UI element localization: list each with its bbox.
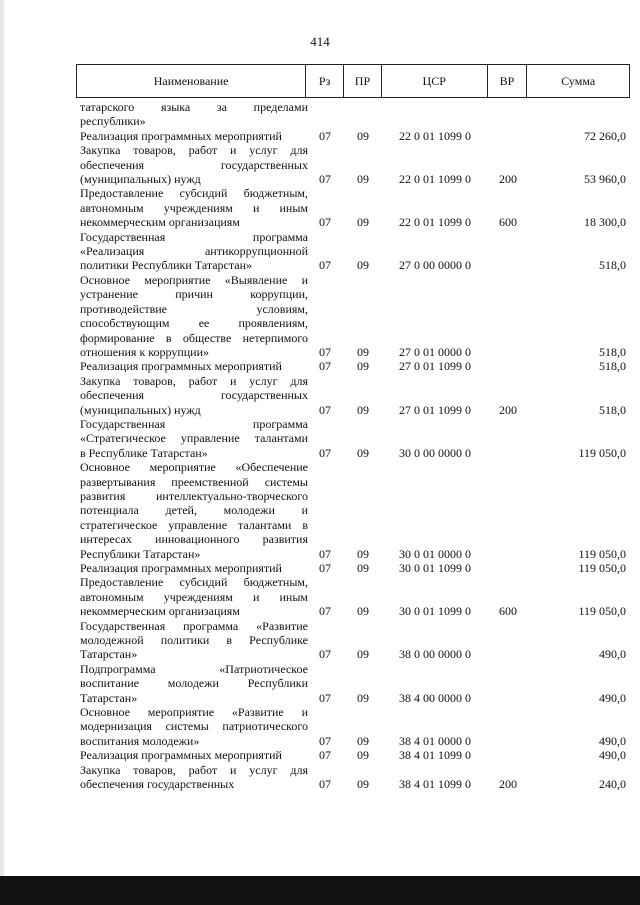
- cell-csr: 30 0 00 0000 0: [399, 445, 471, 460]
- cell-sum: 490,0: [599, 748, 626, 763]
- header-rz: Рз: [306, 65, 344, 97]
- row-name-line: Реализация программных мероприятий: [80, 359, 282, 374]
- cell-rz: 07: [319, 777, 331, 792]
- row-name-line: политики Республики Татарстан»: [80, 258, 253, 273]
- cell-csr: 22 0 01 1099 0: [399, 172, 471, 187]
- row-name-line: интересах инновационного развития: [80, 532, 308, 547]
- cell-pr: 09: [357, 777, 369, 792]
- table-row: [76, 143, 630, 186]
- cell-rz: 07: [319, 172, 331, 187]
- cell-csr: 38 4 00 0000 0: [399, 690, 471, 705]
- cell-sum: 18 300,0: [584, 215, 626, 230]
- row-name-line: воспитание молодежи Республики: [80, 676, 308, 691]
- row-name-line: молодежной политики в Республике: [80, 633, 308, 648]
- cell-pr: 09: [357, 172, 369, 187]
- cell-sum: 490,0: [599, 733, 626, 748]
- row-name-line: Государственная программа: [80, 229, 308, 244]
- row-name-line: Предоставление субсидий бюджетным,: [80, 575, 308, 590]
- header-vr: ВР: [488, 65, 528, 97]
- row-name-line: способствующим ее проявлениям,: [80, 316, 308, 331]
- cell-rz: 07: [319, 402, 331, 417]
- cell-csr: 38 4 01 0000 0: [399, 733, 471, 748]
- cell-rz: 07: [319, 647, 331, 662]
- cell-rz: 07: [319, 445, 331, 460]
- row-name-line: формирование в обществе нетерпимого: [80, 330, 308, 345]
- cell-csr: 27 0 01 1099 0: [399, 359, 471, 374]
- row-name-line: Государственная программа: [80, 416, 308, 431]
- table-row: [76, 230, 630, 273]
- row-name-line: обеспечения государственных: [80, 157, 308, 172]
- cell-rz: 07: [319, 344, 331, 359]
- cell-rz: 07: [319, 546, 331, 561]
- cell-sum: 240,0: [599, 777, 626, 792]
- row-name-line: Республики Татарстан»: [80, 546, 201, 561]
- cell-pr: 09: [357, 748, 369, 763]
- row-name-line: татарского языка за пределами: [80, 100, 308, 114]
- row-name-line: «Стратегическое управление талантами: [80, 431, 308, 446]
- table-row: [76, 662, 630, 705]
- cell-csr: 27 0 01 0000 0: [399, 344, 471, 359]
- table-row: [76, 460, 630, 561]
- cell-pr: 09: [357, 561, 369, 576]
- cell-pr: 09: [357, 359, 369, 374]
- cell-vr: 600: [499, 215, 517, 230]
- table-row: [76, 763, 630, 792]
- table-row: [76, 273, 630, 359]
- row-name-line: отношения к коррупции»: [80, 344, 210, 359]
- cell-rz: 07: [319, 561, 331, 576]
- cell-csr: 38 0 00 0000 0: [399, 647, 471, 662]
- row-name-line: в Республике Татарстан»: [80, 445, 208, 460]
- cell-csr: 22 0 01 1099 0: [399, 215, 471, 230]
- table-row: [76, 561, 630, 575]
- cell-sum: 119 050,0: [578, 604, 626, 619]
- cell-sum: 53 960,0: [584, 172, 626, 187]
- row-name-line: «Реализация антикоррупционной: [80, 244, 308, 259]
- table-body: [76, 100, 630, 792]
- cell-csr: 22 0 01 1099 0: [399, 128, 471, 143]
- row-name-line: (муниципальных) нужд: [80, 172, 201, 187]
- row-name-line: Реализация программных мероприятий: [80, 561, 282, 575]
- table-row: [76, 619, 630, 662]
- cell-pr: 09: [357, 546, 369, 561]
- row-name-line: развертывания преемственной системы: [80, 474, 308, 489]
- header-name: Наименование: [77, 65, 306, 97]
- row-name-line: Предоставление субсидий бюджетным,: [80, 186, 308, 201]
- cell-pr: 09: [357, 647, 369, 662]
- row-name-line: Подпрограмма «Патриотическое: [80, 661, 308, 676]
- row-name-line: Основное мероприятие «Выявление и: [80, 272, 308, 287]
- table-row: [76, 186, 630, 229]
- row-name-line: некоммерческим организациям: [80, 604, 240, 619]
- cell-pr: 09: [357, 445, 369, 460]
- table-row: [76, 575, 630, 618]
- cell-sum: 72 260,0: [584, 128, 626, 143]
- cell-pr: 09: [357, 215, 369, 230]
- table-row: [76, 705, 630, 748]
- cell-pr: 09: [357, 604, 369, 619]
- table-row: [76, 100, 630, 129]
- cell-pr: 09: [357, 402, 369, 417]
- cell-csr: 30 0 01 1099 0: [399, 561, 471, 576]
- header-pr: ПР: [344, 65, 382, 97]
- cell-pr: 09: [357, 258, 369, 273]
- cell-vr: 200: [499, 777, 517, 792]
- cell-csr: 27 0 00 0000 0: [399, 258, 471, 273]
- cell-rz: 07: [319, 604, 331, 619]
- cell-csr: 38 4 01 1099 0: [399, 748, 471, 763]
- cell-rz: 07: [319, 258, 331, 273]
- row-name-line: автономным учреждениям и иным: [80, 589, 308, 604]
- cell-sum: 518,0: [599, 402, 626, 417]
- cell-rz: 07: [319, 215, 331, 230]
- row-name-line: некоммерческим организациям: [80, 215, 240, 230]
- row-name-line: противодействие условиям,: [80, 301, 308, 316]
- cell-vr: 200: [499, 402, 517, 417]
- row-name-line: воспитания молодежи»: [80, 733, 200, 748]
- row-name-line: Татарстан»: [80, 647, 138, 662]
- row-name-line: республики»: [80, 114, 146, 129]
- row-name-line: развития интеллектуально-творческого: [80, 488, 308, 503]
- scan-bottom-border: [0, 876, 640, 905]
- row-name-line: Закупка товаров, работ и услуг для: [80, 373, 308, 388]
- cell-pr: 09: [357, 128, 369, 143]
- page-number: 414: [310, 34, 330, 49]
- cell-sum: 119 050,0: [578, 546, 626, 561]
- row-name-line: Государственная программа «Развитие: [80, 618, 308, 633]
- row-name-line: (муниципальных) нужд: [80, 402, 201, 417]
- header-sum: Сумма: [561, 73, 596, 88]
- row-name-line: устранение причин коррупции,: [80, 287, 308, 302]
- row-name-line: стратегическое управление талантами в: [80, 517, 308, 532]
- row-name-line: Реализация программных мероприятий: [80, 748, 282, 763]
- cell-sum: 518,0: [599, 359, 626, 374]
- cell-rz: 07: [319, 128, 331, 143]
- row-name-line: Реализация программных мероприятий: [80, 128, 282, 143]
- row-name-line: Основное мероприятие «Обеспечение: [80, 460, 308, 475]
- scan-edge: [0, 0, 4, 905]
- cell-sum: 490,0: [599, 690, 626, 705]
- cell-rz: 07: [319, 748, 331, 763]
- cell-sum: 119 050,0: [578, 561, 626, 576]
- header-csr: ЦСР: [382, 65, 488, 97]
- row-name-line: обеспечения государственных: [80, 777, 235, 792]
- cell-csr: 30 0 01 1099 0: [399, 604, 471, 619]
- cell-rz: 07: [319, 690, 331, 705]
- cell-sum: 518,0: [599, 258, 626, 273]
- cell-pr: 09: [357, 690, 369, 705]
- cell-pr: 09: [357, 733, 369, 748]
- table-row: [76, 374, 630, 417]
- cell-rz: 07: [319, 733, 331, 748]
- row-name-line: потенциала детей, молодежи и: [80, 503, 308, 518]
- row-name-line: Закупка товаров, работ и услуг для: [80, 762, 308, 777]
- row-name-line: автономным учреждениям и иным: [80, 200, 308, 215]
- table-row: [76, 417, 630, 460]
- table-row: [76, 748, 630, 762]
- cell-csr: 38 4 01 1099 0: [399, 777, 471, 792]
- cell-pr: 09: [357, 344, 369, 359]
- row-name-line: обеспечения государственных: [80, 388, 308, 403]
- cell-sum: 518,0: [599, 344, 626, 359]
- table-header: [76, 64, 630, 98]
- cell-csr: 27 0 01 1099 0: [399, 402, 471, 417]
- row-name-line: модернизация системы патриотического: [80, 719, 308, 734]
- row-name-line: Основное мероприятие «Развитие и: [80, 705, 308, 720]
- cell-csr: 30 0 01 0000 0: [399, 546, 471, 561]
- table-row: [76, 359, 630, 373]
- cell-sum: 119 050,0: [578, 445, 626, 460]
- cell-rz: 07: [319, 359, 331, 374]
- cell-sum: 490,0: [599, 647, 626, 662]
- table-row: [76, 129, 630, 143]
- cell-vr: 200: [499, 172, 517, 187]
- row-name-line: Татарстан»: [80, 690, 138, 705]
- row-name-line: Закупка товаров, работ и услуг для: [80, 143, 308, 158]
- cell-vr: 600: [499, 604, 517, 619]
